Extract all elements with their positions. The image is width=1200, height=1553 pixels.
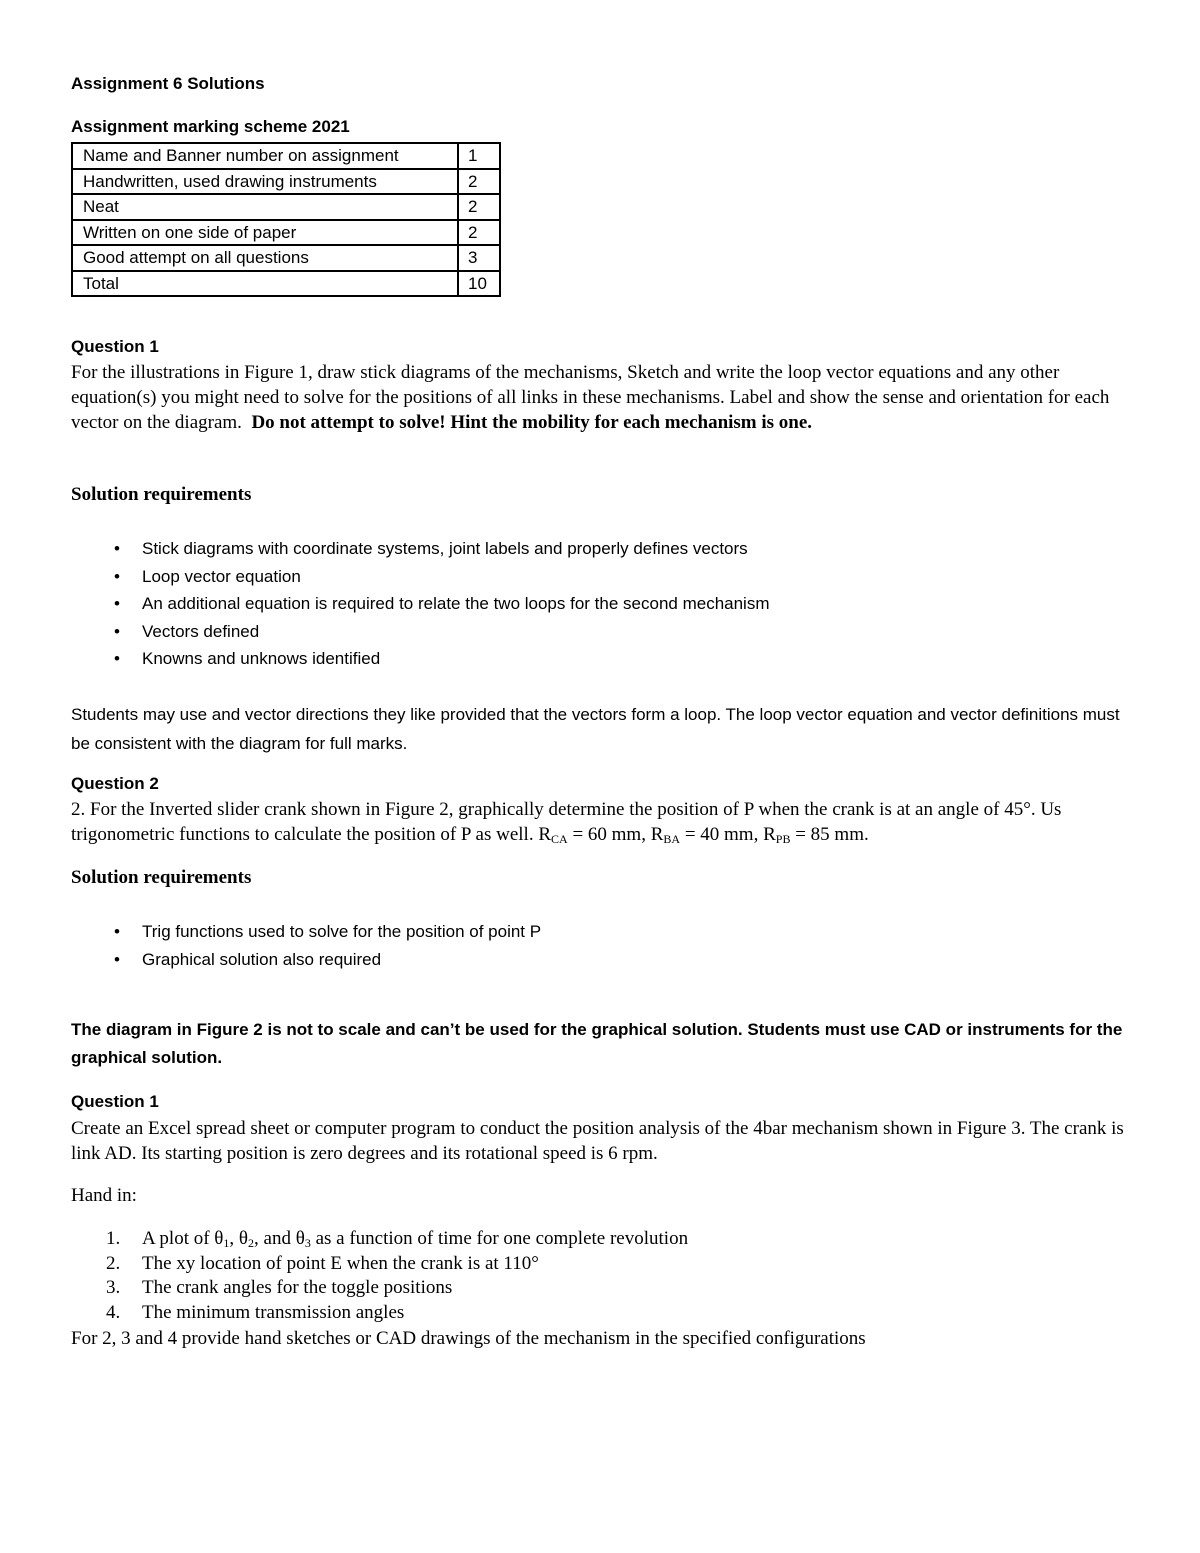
list-item xyxy=(71,1301,688,1326)
subscript-ca: CA xyxy=(551,832,568,846)
subscript-ba: BA xyxy=(663,832,681,846)
table-row xyxy=(72,194,500,220)
subscript: 2 xyxy=(248,1236,255,1250)
list-item: • Trig functions used to solve for the position of point P xyxy=(71,918,541,946)
subscript: 1 xyxy=(223,1236,230,1250)
scheme-label: Neat xyxy=(72,194,458,220)
list-text: as a function of time for one complete revolution xyxy=(310,1228,689,1249)
question-1-heading: Question 1 xyxy=(71,337,159,356)
list-item xyxy=(71,1227,688,1252)
table-row xyxy=(72,245,500,271)
list-number: 1. xyxy=(106,1228,121,1249)
question-2-requirements-list xyxy=(71,918,541,973)
table-row xyxy=(72,271,500,297)
question-2-text-part: = 85 mm. xyxy=(790,824,869,845)
list-item xyxy=(71,1252,688,1277)
marking-scheme-table xyxy=(71,142,501,297)
question-2-bold-note: The diagram in Figure 2 is not to scale and can’t be used for the graphical solution. Students must use CAD or instruments for the graphical solution. xyxy=(71,1020,1123,1067)
marking-scheme-heading: Assignment marking scheme 2021 xyxy=(71,117,350,136)
scheme-label: Good attempt on all questions xyxy=(72,245,458,271)
scheme-score: 2 xyxy=(458,169,500,195)
list-number: 2. xyxy=(106,1252,121,1274)
question-3-footer: For 2, 3 and 4 provide hand sketches or CAD drawings of the mechanism in the specified configurations xyxy=(71,1328,866,1349)
scheme-label: Written on one side of paper xyxy=(72,220,458,246)
list-text: The xy location of point E when the crank is at 110° xyxy=(142,1252,539,1274)
scheme-score: 2 xyxy=(458,220,500,246)
subscript: 3 xyxy=(304,1236,311,1250)
question-2-requirements-heading: Solution requirements xyxy=(71,867,252,888)
question-2-text-part: 2. For the Inverted slider crank shown in Figure 2, graphically determine the position of P when the crank is at an angle of 45°. Us trigonometric functions to calculate the position of P as well. R xyxy=(71,799,1062,845)
list-item xyxy=(71,1276,688,1301)
list-number: 3. xyxy=(106,1277,121,1298)
hand-in-list xyxy=(71,1227,688,1325)
list-item: • Stick diagrams with coordinate systems, joint labels and properly defines vectors xyxy=(71,535,770,563)
list-text: The crank angles for the toggle positions xyxy=(142,1277,453,1298)
question-1-requirements-list xyxy=(71,535,770,673)
list-text: , θ xyxy=(229,1228,249,1249)
question-2-text-part: = 40 mm, R xyxy=(680,824,776,845)
list-item: • Knowns and unknows identified xyxy=(71,645,770,673)
list-item: • Graphical solution also required xyxy=(71,946,541,974)
subscript-pb: PB xyxy=(775,832,791,846)
list-item: • An additional equation is required to relate the two loops for the second mechanism xyxy=(71,590,770,618)
list-text: The minimum transmission angles xyxy=(142,1301,405,1323)
scheme-score: 2 xyxy=(458,194,500,220)
scheme-label: Name and Banner number on assignment xyxy=(72,143,458,169)
question-1-text xyxy=(71,360,1131,435)
document-title: Assignment 6 Solutions xyxy=(71,74,265,93)
question-1-body: For the illustrations in Figure 1, draw stick diagrams of the mechanisms, Sketch and write the loop vector equations and any other equation(s) you might need to solve for the positions of all links in these mechanisms. Label and show the sense and orientation for each vector on the diagram. xyxy=(71,362,1110,433)
list-text: A plot of θ xyxy=(142,1228,224,1249)
scheme-label: Total xyxy=(72,271,458,297)
scheme-score: 10 xyxy=(458,271,500,297)
list-item: • Loop vector equation xyxy=(71,563,770,591)
question-1-bold-hint: Do not attempt to solve! Hint the mobility for each mechanism is one. xyxy=(251,412,813,433)
list-item: • Vectors defined xyxy=(71,618,770,646)
table-row xyxy=(72,169,500,195)
scheme-score: 1 xyxy=(458,143,500,169)
scheme-score: 3 xyxy=(458,245,500,271)
question-2-text-part: = 60 mm, R xyxy=(567,824,664,845)
list-number: 4. xyxy=(106,1301,121,1323)
question-1-note: Students may use and vector directions they like provided that the vectors form a loop. The loop vector equation and vector definitions must be consistent with the diagram for full marks. xyxy=(71,705,1120,753)
list-text: , and θ xyxy=(254,1228,305,1249)
table-row xyxy=(72,143,500,169)
question-1-requirements-heading: Solution requirements xyxy=(71,484,252,505)
scheme-label: Handwritten, used drawing instruments xyxy=(72,169,458,195)
table-row xyxy=(72,220,500,246)
question-3-heading: Question 1 xyxy=(71,1092,159,1111)
question-3-text: Create an Excel spread sheet or computer program to conduct the position analysis of the 4bar mechanism shown in Figure 3. The crank is link AD. Its starting position is zero degrees and its rotational speed is 6 rpm. xyxy=(71,1118,1124,1164)
question-2-text xyxy=(71,797,1131,847)
hand-in-label: Hand in: xyxy=(71,1185,137,1206)
question-2-heading: Question 2 xyxy=(71,774,159,793)
